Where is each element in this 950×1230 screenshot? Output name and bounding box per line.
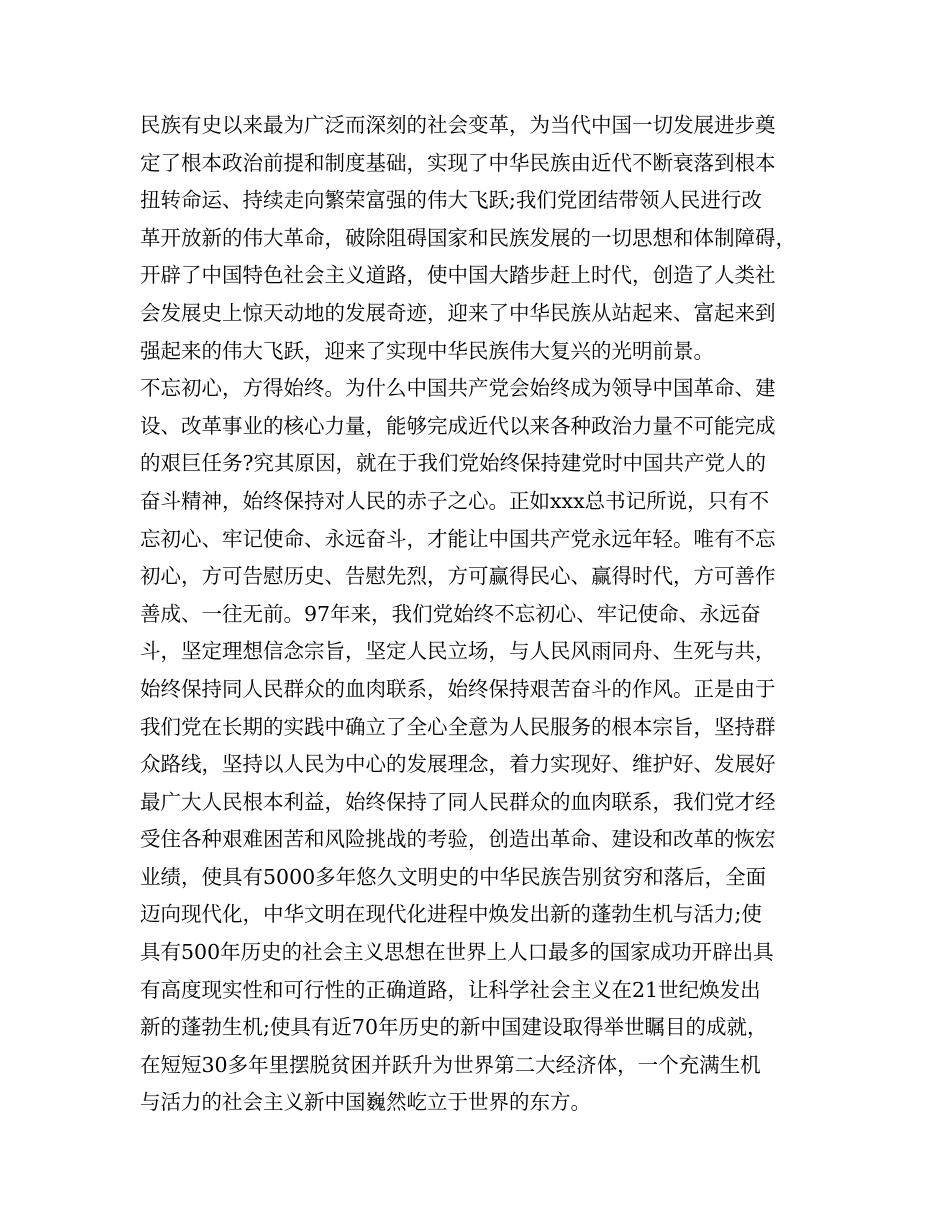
text-line: 具有500年历史的社会主义思想在世界上人口最多的国家成功开辟出具 [140, 940, 774, 965]
text-line: 最广大人民根本利益，始终保持了同人民群众的血肉联系，我们党才经 [140, 789, 776, 814]
text-line: 众路线，坚持以人民为中心的发展理念，着力实现好、维护好、发展好 [140, 752, 776, 777]
text-line: 新的蓬勃生机;使具有近70年历史的新中国建设取得举世瞩目的成就， [140, 1015, 768, 1040]
text-line: 与活力的社会主义新中国巍然屹立于世界的东方。 [140, 1090, 591, 1115]
text-line: 的艰巨任务?究其原因，就在于我们党始终保持建党时中国共产党人的 [140, 451, 766, 476]
text-line: 奋斗精神，始终保持对人民的赤子之心。正如xxx总书记所说，只有不 [140, 488, 770, 513]
body-text [140, 107, 830, 1122]
paragraph-2 [140, 370, 830, 1122]
text-line: 忘初心、牢记使命、永远奋斗，才能让中国共产党永远年轻。唯有不忘 [140, 526, 776, 551]
text-line: 在短短30多年里摆脱贫困并跃升为世界第二大经济体，一个充满生机 [140, 1052, 761, 1077]
text-line: 迈向现代化，中华文明在现代化进程中焕发出新的蓬勃生机与活力;使 [140, 902, 762, 927]
text-line: 业绩，使具有5000多年悠久文明史的中华民族告别贫穷和落后，全面 [140, 864, 767, 889]
text-line: 我们党在长期的实践中确立了全心全意为人民服务的根本宗旨，坚持群 [140, 714, 776, 739]
text-line: 受住各种艰难困苦和风险挑战的考验，创造出革命、建设和改革的恢宏 [140, 827, 776, 852]
text-line: 强起来的伟大飞跃，迎来了实现中华民族伟大复兴的光明前景。 [140, 338, 714, 363]
text-line: 不忘初心，方得始终。为什么中国共产党会始终成为领导中国革命、建 [140, 376, 776, 401]
text-line: 初心，方可告慰历史、告慰先烈，方可赢得民心、赢得时代，方可善作 [140, 564, 776, 589]
text-line: 设、改革事业的核心力量，能够完成近代以来各种政治力量不可能完成 [140, 413, 776, 438]
text-line: 扭转命运、持续走向繁荣富强的伟大飞跃;我们党团结带领人民进行改 [140, 188, 762, 213]
text-line: 民族有史以来最为广泛而深刻的社会变革，为当代中国一切发展进步奠 [140, 113, 776, 137]
text-line: 斗，坚定理想信念宗旨，坚定人民立场，与人民风雨同舟、生死与共， [140, 639, 776, 664]
paragraph-1 [140, 107, 830, 370]
text-line: 善成、一往无前。97年来，我们党始终不忘初心、牢记使命、永远奋 [140, 601, 761, 626]
text-line: 会发展史上惊天动地的发展奇迹，迎来了中华民族从站起来、富起来到 [140, 300, 776, 325]
text-line: 开辟了中国特色社会主义道路，使中国大踏步赶上时代，创造了人类社 [140, 263, 776, 288]
text-line: 始终保持同人民群众的血肉联系，始终保持艰苦奋斗的作风。正是由于 [140, 676, 776, 701]
text-line: 有高度现实性和可行性的正确道路，让科学社会主义在21世纪焕发出 [140, 977, 761, 1002]
text-line: 革开放新的伟大革命，破除阻碍国家和民族发展的一切思想和体制障碍， [140, 225, 796, 250]
text-line: 定了根本政治前提和制度基础，实现了中华民族由近代不断衰落到根本 [140, 150, 776, 175]
